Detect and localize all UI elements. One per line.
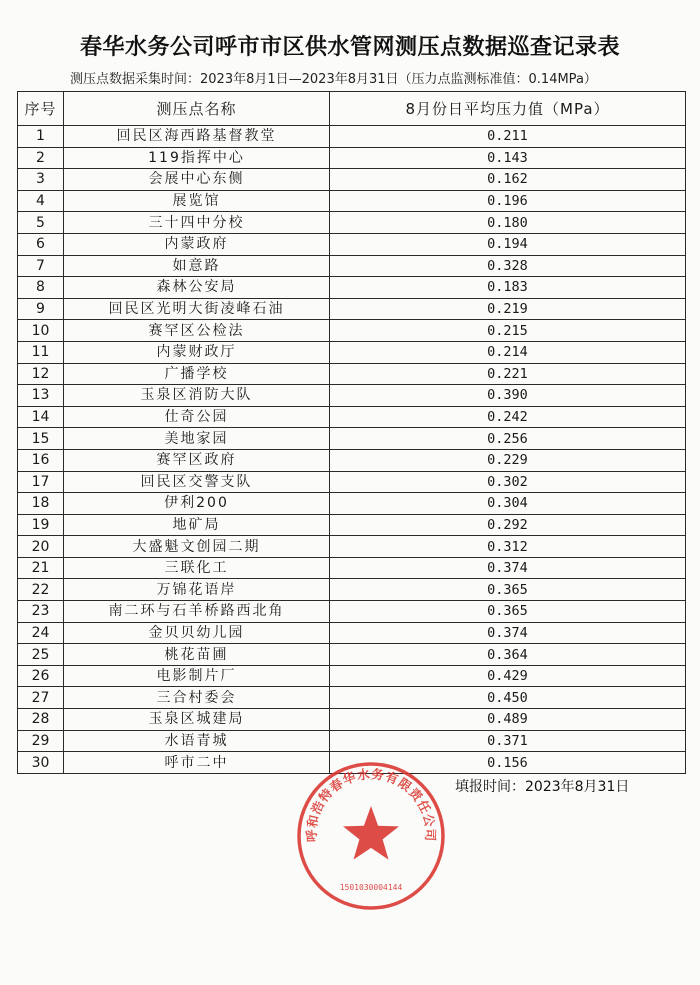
row-index: 19	[18, 514, 64, 536]
table-row	[18, 212, 686, 234]
company-seal	[293, 758, 449, 914]
row-avg-pressure: 0.364	[330, 644, 686, 666]
star-icon	[343, 806, 399, 860]
row-point-name: 地矿局	[64, 514, 330, 536]
row-index: 17	[18, 471, 64, 493]
row-index: 22	[18, 579, 64, 601]
row-point-name: 玉泉区城建局	[64, 709, 330, 731]
row-index: 29	[18, 730, 64, 752]
row-index: 30	[18, 752, 64, 774]
row-index: 8	[18, 277, 64, 299]
row-point-name: 呼市二中	[64, 752, 330, 774]
row-index: 3	[18, 169, 64, 191]
row-avg-pressure: 0.489	[330, 709, 686, 731]
pressure-record-table	[17, 91, 686, 774]
header-avg-pressure: 8月份日平均压力值（MPa）	[330, 92, 686, 126]
row-point-name: 广播学校	[64, 363, 330, 385]
row-point-name: 森林公安局	[64, 277, 330, 299]
row-avg-pressure: 0.194	[330, 233, 686, 255]
row-index: 11	[18, 341, 64, 363]
row-index: 20	[18, 536, 64, 558]
row-point-name: 三十四中分校	[64, 212, 330, 234]
table-row	[18, 190, 686, 212]
table-row	[18, 622, 686, 644]
row-point-name: 赛罕区政府	[64, 449, 330, 471]
table-row	[18, 126, 686, 148]
table-row	[18, 709, 686, 731]
header-point-name: 测压点名称	[64, 92, 330, 126]
row-index: 26	[18, 665, 64, 687]
row-point-name: 回民区海西路基督教堂	[64, 126, 330, 148]
table-row	[18, 233, 686, 255]
row-point-name: 桃花苗圃	[64, 644, 330, 666]
row-index: 7	[18, 255, 64, 277]
row-point-name: 玉泉区消防大队	[64, 385, 330, 407]
row-index: 6	[18, 233, 64, 255]
row-avg-pressure: 0.371	[330, 730, 686, 752]
row-point-name: 水语青城	[64, 730, 330, 752]
fill-date-text: 填报时间：2023年8月31日	[455, 779, 630, 795]
row-avg-pressure: 0.143	[330, 147, 686, 169]
row-avg-pressure: 0.365	[330, 579, 686, 601]
row-index: 23	[18, 601, 64, 623]
row-avg-pressure: 0.229	[330, 449, 686, 471]
row-point-name: 119指挥中心	[64, 147, 330, 169]
row-avg-pressure: 0.450	[330, 687, 686, 709]
row-avg-pressure: 0.390	[330, 385, 686, 407]
table-row	[18, 341, 686, 363]
table-row	[18, 471, 686, 493]
table-row	[18, 363, 686, 385]
row-index: 25	[18, 644, 64, 666]
table-row	[18, 579, 686, 601]
row-avg-pressure: 0.292	[330, 514, 686, 536]
table-row	[18, 601, 686, 623]
row-index: 1	[18, 126, 64, 148]
row-point-name: 电影制片厂	[64, 665, 330, 687]
row-avg-pressure: 0.304	[330, 493, 686, 515]
table-row	[18, 277, 686, 299]
seal-number: 1501030004144	[339, 883, 403, 892]
row-index: 4	[18, 190, 64, 212]
table-row	[18, 449, 686, 471]
row-index: 15	[18, 428, 64, 450]
row-point-name: 如意路	[64, 255, 330, 277]
table-row	[18, 514, 686, 536]
row-avg-pressure: 0.196	[330, 190, 686, 212]
table-row	[18, 557, 686, 579]
table-row	[18, 298, 686, 320]
row-index: 13	[18, 385, 64, 407]
row-avg-pressure: 0.215	[330, 320, 686, 342]
row-point-name: 美地家园	[64, 428, 330, 450]
row-point-name: 会展中心东侧	[64, 169, 330, 191]
row-index: 28	[18, 709, 64, 731]
row-point-name: 赛罕区公检法	[64, 320, 330, 342]
row-avg-pressure: 0.374	[330, 622, 686, 644]
row-point-name: 内蒙财政厅	[64, 341, 330, 363]
row-point-name: 回民区交警支队	[64, 471, 330, 493]
row-index: 18	[18, 493, 64, 515]
row-point-name: 大盛魁文创园二期	[64, 536, 330, 558]
row-index: 27	[18, 687, 64, 709]
row-avg-pressure: 0.374	[330, 557, 686, 579]
row-index: 21	[18, 557, 64, 579]
row-avg-pressure: 0.211	[330, 126, 686, 148]
table-row	[18, 730, 686, 752]
table-header-row	[18, 92, 686, 126]
header-index: 序号	[18, 92, 64, 126]
row-index: 14	[18, 406, 64, 428]
row-point-name: 南二环与石羊桥路西北角	[64, 601, 330, 623]
table-row	[18, 255, 686, 277]
table-row	[18, 493, 686, 515]
row-point-name: 金贝贝幼儿园	[64, 622, 330, 644]
row-point-name: 三合村委会	[64, 687, 330, 709]
table-row	[18, 169, 686, 191]
row-avg-pressure: 0.365	[330, 601, 686, 623]
row-point-name: 展览馆	[64, 190, 330, 212]
document-title: 春华水务公司呼市市区供水管网测压点数据巡查记录表	[79, 35, 620, 60]
row-avg-pressure: 0.214	[330, 341, 686, 363]
row-avg-pressure: 0.183	[330, 277, 686, 299]
table-row	[18, 428, 686, 450]
row-avg-pressure: 0.221	[330, 363, 686, 385]
table-row	[18, 320, 686, 342]
row-avg-pressure: 0.219	[330, 298, 686, 320]
row-avg-pressure: 0.312	[330, 536, 686, 558]
table-row	[18, 687, 686, 709]
row-avg-pressure: 0.302	[330, 471, 686, 493]
row-avg-pressure: 0.242	[330, 406, 686, 428]
row-index: 16	[18, 449, 64, 471]
table-row	[18, 147, 686, 169]
row-point-name: 回民区光明大街凌峰石油	[64, 298, 330, 320]
table-row	[18, 406, 686, 428]
row-point-name: 三联化工	[64, 557, 330, 579]
table-row	[18, 665, 686, 687]
table-row	[18, 644, 686, 666]
row-avg-pressure: 0.162	[330, 169, 686, 191]
row-index: 9	[18, 298, 64, 320]
row-index: 10	[18, 320, 64, 342]
row-avg-pressure: 0.256	[330, 428, 686, 450]
row-avg-pressure: 0.328	[330, 255, 686, 277]
seal-text: 呼和浩特春华水务有限责任公司	[303, 766, 439, 843]
collection-period-text: 测压点数据采集时间：2023年8月1日—2023年8月31日（压力点监测标准值：0.14MPa）	[70, 72, 597, 87]
row-avg-pressure: 0.156	[330, 752, 686, 774]
row-index: 2	[18, 147, 64, 169]
row-point-name: 伊利200	[64, 493, 330, 515]
row-avg-pressure: 0.429	[330, 665, 686, 687]
row-point-name: 仕奇公园	[64, 406, 330, 428]
row-index: 5	[18, 212, 64, 234]
row-index: 24	[18, 622, 64, 644]
table-row	[18, 385, 686, 407]
table-row	[18, 536, 686, 558]
row-point-name: 万锦花语岸	[64, 579, 330, 601]
row-index: 12	[18, 363, 64, 385]
row-point-name: 内蒙政府	[64, 233, 330, 255]
row-avg-pressure: 0.180	[330, 212, 686, 234]
